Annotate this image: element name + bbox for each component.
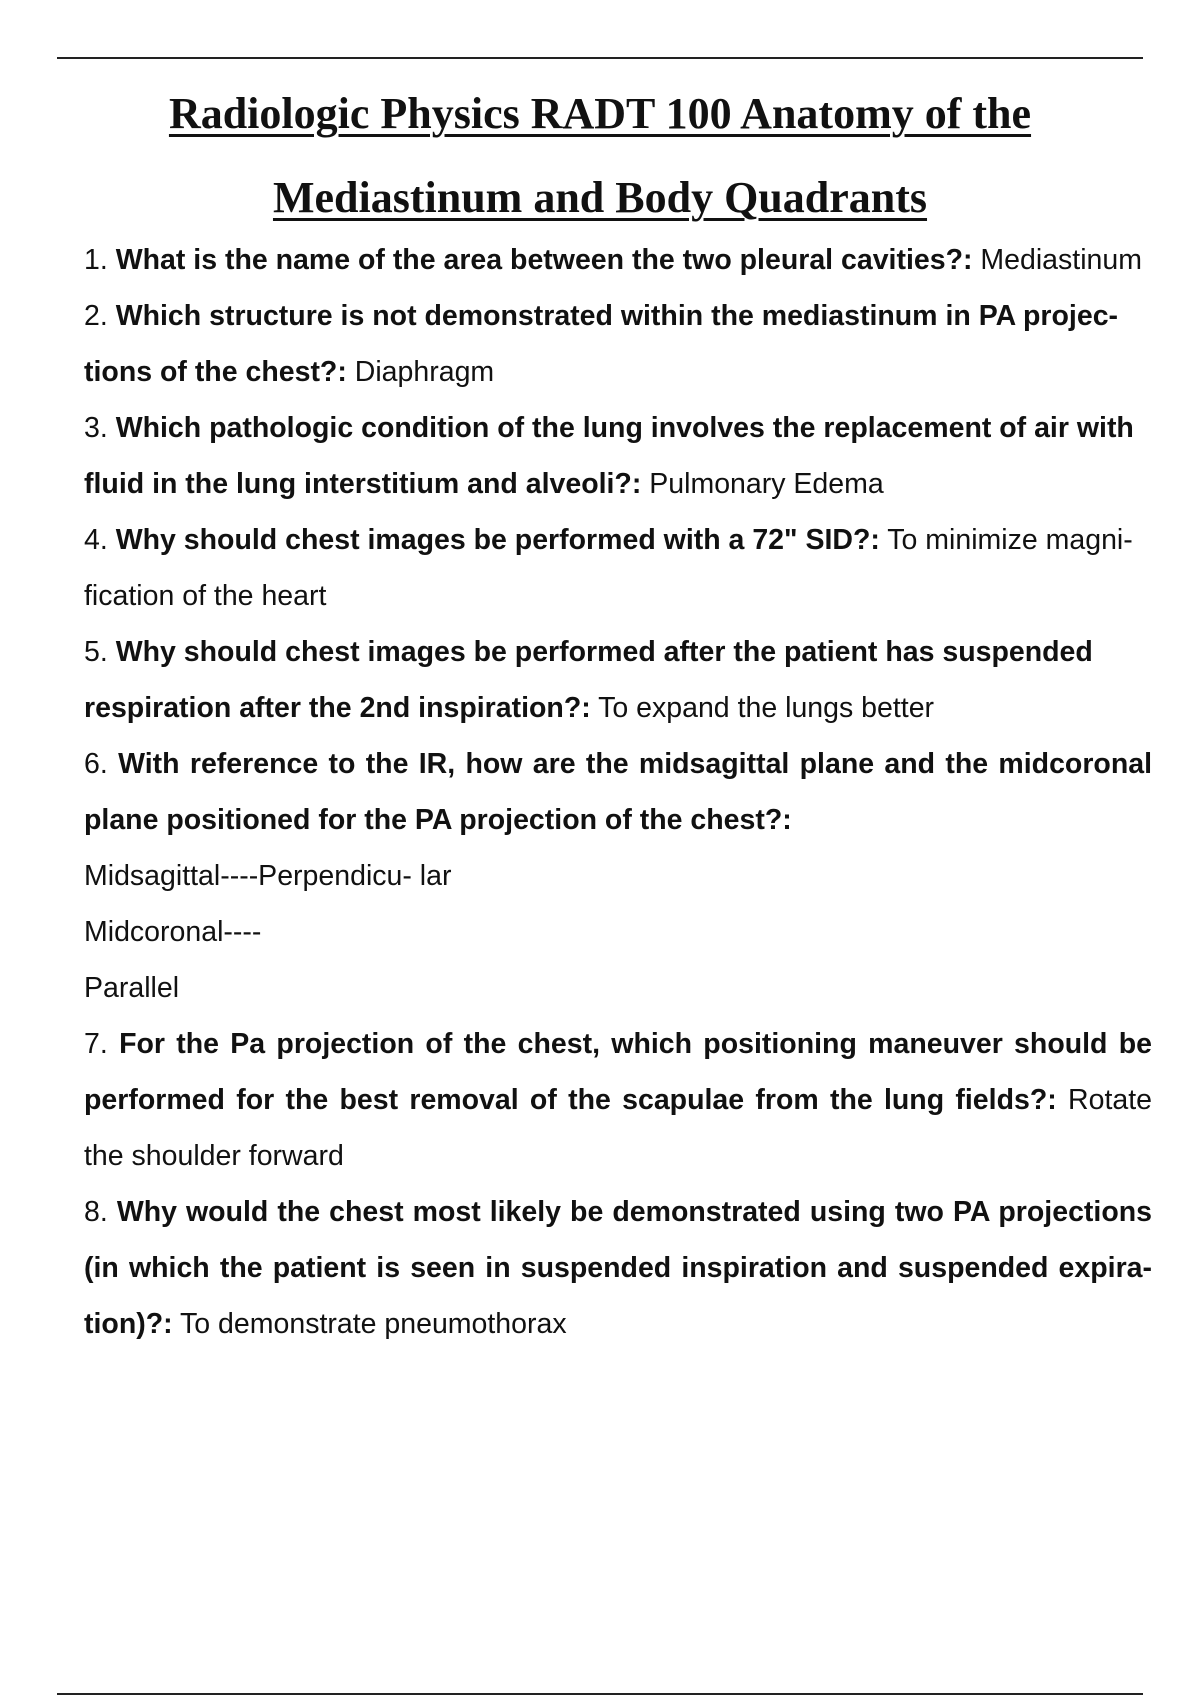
answer-text: Pulmonary Edema — [649, 468, 884, 500]
question-number: 1. — [84, 244, 108, 276]
qa-item-1 — [84, 232, 1152, 288]
page-title — [60, 72, 1140, 240]
question-number: 5. — [84, 636, 108, 668]
question-text: With reference to the IR, how are the midsagittal plane and the midcoronal plane positioned for the PA projection of the chest?: — [84, 748, 1153, 836]
answer-text: Rotate the shoulder forward — [84, 1084, 1152, 1172]
answer-text: Mediastinum — [980, 244, 1142, 276]
question-number: 6. — [84, 748, 108, 780]
question-text: Why should chest images be performed after the patient has suspended respiration after the 2nd inspiration?: — [84, 636, 1093, 724]
qa-item-5 — [84, 624, 1152, 736]
qa-item-6 — [84, 736, 1152, 1016]
qa-item-7 — [84, 1016, 1152, 1184]
question-number: 8. — [84, 1196, 108, 1228]
question-block — [84, 736, 1152, 848]
answer-text: To demonstrate pneumothorax — [180, 1308, 567, 1340]
answer-line-2: Midcoronal---- — [84, 916, 262, 948]
question-number: 3. — [84, 412, 108, 444]
question-text: What is the name of the area between the two pleural cavities?: — [115, 244, 973, 276]
qa-item-2 — [84, 288, 1152, 400]
answer-text: Diaphragm — [354, 356, 495, 388]
qa-item-4 — [84, 512, 1152, 624]
question-number: 4. — [84, 524, 108, 556]
question-list — [84, 232, 1152, 1352]
answer-line-1: Midsagittal----Perpendicu- lar — [84, 860, 452, 892]
answer-text: To minimize magni- fication of the heart — [84, 524, 1133, 612]
question-number: 7. — [84, 1028, 108, 1060]
title-line-2: Mediastinum and Body Quadrants — [272, 173, 928, 222]
question-text: Which pathologic condition of the lung involves the replacement of air with fluid in the lung interstitium and alveoli?: — [84, 412, 1134, 500]
qa-item-8 — [84, 1184, 1152, 1352]
top-rule — [57, 57, 1143, 59]
question-text: Why should chest images be performed with a 72" SID?: — [115, 524, 880, 556]
question-number: 2. — [84, 300, 108, 332]
question-text: Which structure is not demonstrated within the mediastinum in PA projec- tions of the chest?: — [84, 300, 1119, 388]
answer-line-3: Parallel — [84, 972, 180, 1004]
answer-text: To expand the lungs better — [598, 692, 935, 724]
question-text: For the Pa projection of the chest, which positioning maneuver should be performed for the best removal of the scapulae from the lung fields?: — [84, 1028, 1152, 1116]
title-line-1: Radiologic Physics RADT 100 Anatomy of the — [168, 89, 1032, 138]
question-text: Why would the chest most likely be demonstrated using two PA projections (in which the patient is seen in suspended inspiration and suspended expira- tion)?: — [84, 1196, 1152, 1340]
qa-item-3 — [84, 400, 1152, 512]
bottom-rule — [57, 1693, 1143, 1695]
